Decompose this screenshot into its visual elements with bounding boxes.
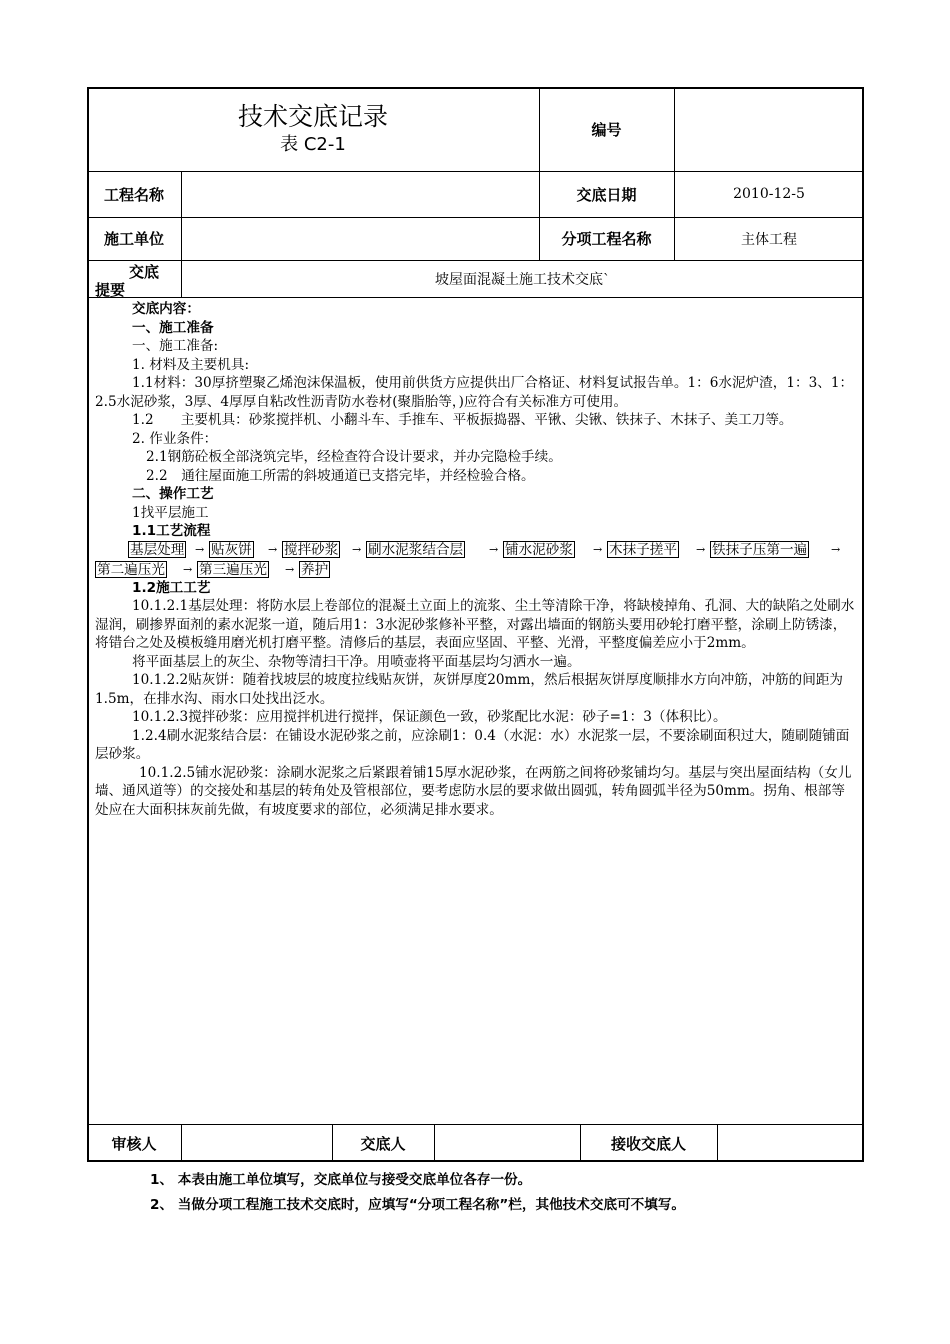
receiver-label: 接收交底人: [610, 1134, 686, 1153]
flow-step: 刷水泥浆结合层: [368, 541, 464, 558]
item-1-2: 1.2 主要机具：砂浆搅拌机、小翻斗车、手推车、平板振捣器、平锹、尖锹、铁抹子、木抹子、美工刀等。: [132, 412, 793, 428]
arrow-right-icon: →: [696, 542, 706, 556]
item-2-2: 2.2 通往屋面施工所需的斜坡通道已支搭完毕，并经检验合格。: [146, 467, 535, 484]
section-1-sub: 一、施工准备:: [132, 338, 219, 354]
flow-step: 铁抹子压第一遍: [712, 541, 808, 558]
subsection-1: 1找平层施工: [132, 504, 209, 521]
flow-step: 养护: [301, 561, 329, 578]
section-1-heading: 一、施工准备: [132, 319, 214, 336]
item-2-1: 2.1钢筋砼板全部浇筑完毕，经检查符合设计要求，并办完隐检手续。: [146, 449, 562, 465]
flow-step: 铺水泥砂浆: [505, 541, 573, 558]
summary-label-line2: 提要: [95, 281, 126, 299]
process-flow: [95, 541, 857, 579]
flow-step: 基层处理: [130, 541, 185, 558]
date-label: 交底日期: [576, 185, 637, 204]
arrow-right-icon: →: [593, 542, 603, 556]
discloser-label: 交底人: [360, 1134, 406, 1153]
subproject-value: 主体工程: [741, 231, 797, 248]
paragraph-cleaning: 将平面基层上的灰尘、杂物等清扫干净。用喷壶将平面基层均匀洒水一遍。: [132, 653, 581, 670]
discloser-value: [434, 1124, 580, 1162]
item-2: 2. 作业条件：: [132, 430, 218, 447]
project-name-value: [181, 171, 539, 217]
row-divider: [87, 297, 864, 298]
flow-title: 1.1工艺流程: [132, 523, 211, 539]
note-1: 1、 本表由施工单位填写，交底单位与接受交底单位各存一份。: [150, 1172, 532, 1188]
project-name-label: 工程名称: [103, 185, 164, 204]
note-2: 2、 当做分项工程施工技术交底时，应填写“分项工程名称”栏，其他技术交底可不填写。: [150, 1197, 686, 1213]
contractor-value: [181, 217, 539, 260]
summary-label: [87, 260, 181, 297]
flow-step: 木抹子搓平: [609, 541, 677, 558]
flow-step: 第三遍压光: [199, 561, 267, 578]
reviewer-label: 审核人: [111, 1134, 157, 1153]
number-value: [674, 87, 864, 171]
subproject-label: 分项工程名称: [561, 230, 652, 248]
summary-value: 坡屋面混凝土施工技术交底`: [435, 271, 610, 288]
paragraph-ash-cakes: 10.1.2.2贴灰饼：随着找坡层的坡度拉线贴灰饼，灰饼厚度20mm，然后根据灰饼厚度顺排水方向冲筋，冲筋的间距为1.5m，在排水沟、雨水口处找出泛水。: [95, 672, 844, 707]
item-1-1: 1.1材料：30厚挤塑聚乙烯泡沫保温板，使用前供货方应提供出厂合格证、材料复试报告单。1：6水泥炉渣，1：3、1：2.5水泥砂浆，3厚、4厚厚自粘改性沥青防水卷材(聚脂胎等，)应符合有关标准方可使用。: [95, 375, 854, 410]
disclosure-content: [95, 300, 857, 819]
flow-step: 第二遍压光: [97, 561, 165, 578]
arrow-right-icon: →: [195, 542, 205, 556]
paragraph-base-treatment: 10.1.2.1基层处理：将防水层上卷部位的混凝土立面上的流浆、尘土等清除干净，将缺棱掉角、孔洞、大的缺陷之处刷水湿润，刷掺界面剂的素水泥浆一道，随后用1：3水泥砂浆修补平整，对露出墙面的钢筋头要用砂轮打磨平整，涂刷上防锈漆，将错台之处及模板缝用磨光机打磨平整。清修后的基层，表面应坚固、平整、光滑，平整度偏差应小于2mm。: [95, 598, 855, 651]
arrow-right-icon: →: [183, 562, 193, 576]
flow-step: 搅拌砂浆: [284, 541, 339, 558]
arrow-right-icon: →: [489, 542, 499, 556]
paragraph-laying-mortar: 10.1.2.5铺水泥砂浆：涂刷水泥浆之后紧跟着铺15厚水泥砂浆，在两筋之间将砂浆铺均匀。基层与突出屋面结构（女儿墙、通风道等）的交接处和基层的转角处及管根部位，要考虑防水层的要求做出圆弧，转角圆弧半径为50mm。拐角、根部等处应在大面积抹灰前先做，有坡度要求的部位，必须满足排水要求。: [95, 764, 852, 818]
flow-step: 贴灰饼: [211, 541, 252, 558]
date-value: 2010-12-5: [733, 186, 805, 202]
arrow-right-icon: →: [831, 542, 841, 556]
summary-label-line1: 交底: [129, 263, 160, 281]
item-1: 1. 材料及主要机具:: [132, 356, 250, 373]
form-title: 技术交底记录: [237, 102, 388, 131]
number-label: 编号: [591, 120, 622, 139]
arrow-right-icon: →: [352, 542, 362, 556]
contractor-label: 施工单位: [103, 230, 164, 248]
reviewer-value: [181, 1124, 332, 1162]
paragraph-slurry-layer: 1.2.4刷水泥浆结合层：在铺设水泥砂浆之前，应涂刷1：0.4（水泥：水）水泥浆一层，不要涂刷面积过大，随刷随铺面层砂浆。: [95, 727, 850, 762]
content-heading: 交底内容：: [132, 301, 200, 317]
paragraph-mixing: 10.1.2.3搅拌砂浆：应用搅拌机进行搅拌，保证颜色一致，砂浆配比水泥：砂子=1：3（体积比）。: [132, 709, 727, 725]
process-title: 1.2施工工艺: [132, 579, 211, 596]
receiver-value: [717, 1124, 864, 1162]
section-2-heading: 二、操作工艺: [132, 486, 214, 502]
arrow-right-icon: →: [285, 562, 295, 576]
form-number: 表 C2-1: [280, 134, 346, 155]
form-notes: [150, 1168, 685, 1218]
title-block: [87, 87, 539, 171]
arrow-right-icon: →: [268, 542, 278, 556]
